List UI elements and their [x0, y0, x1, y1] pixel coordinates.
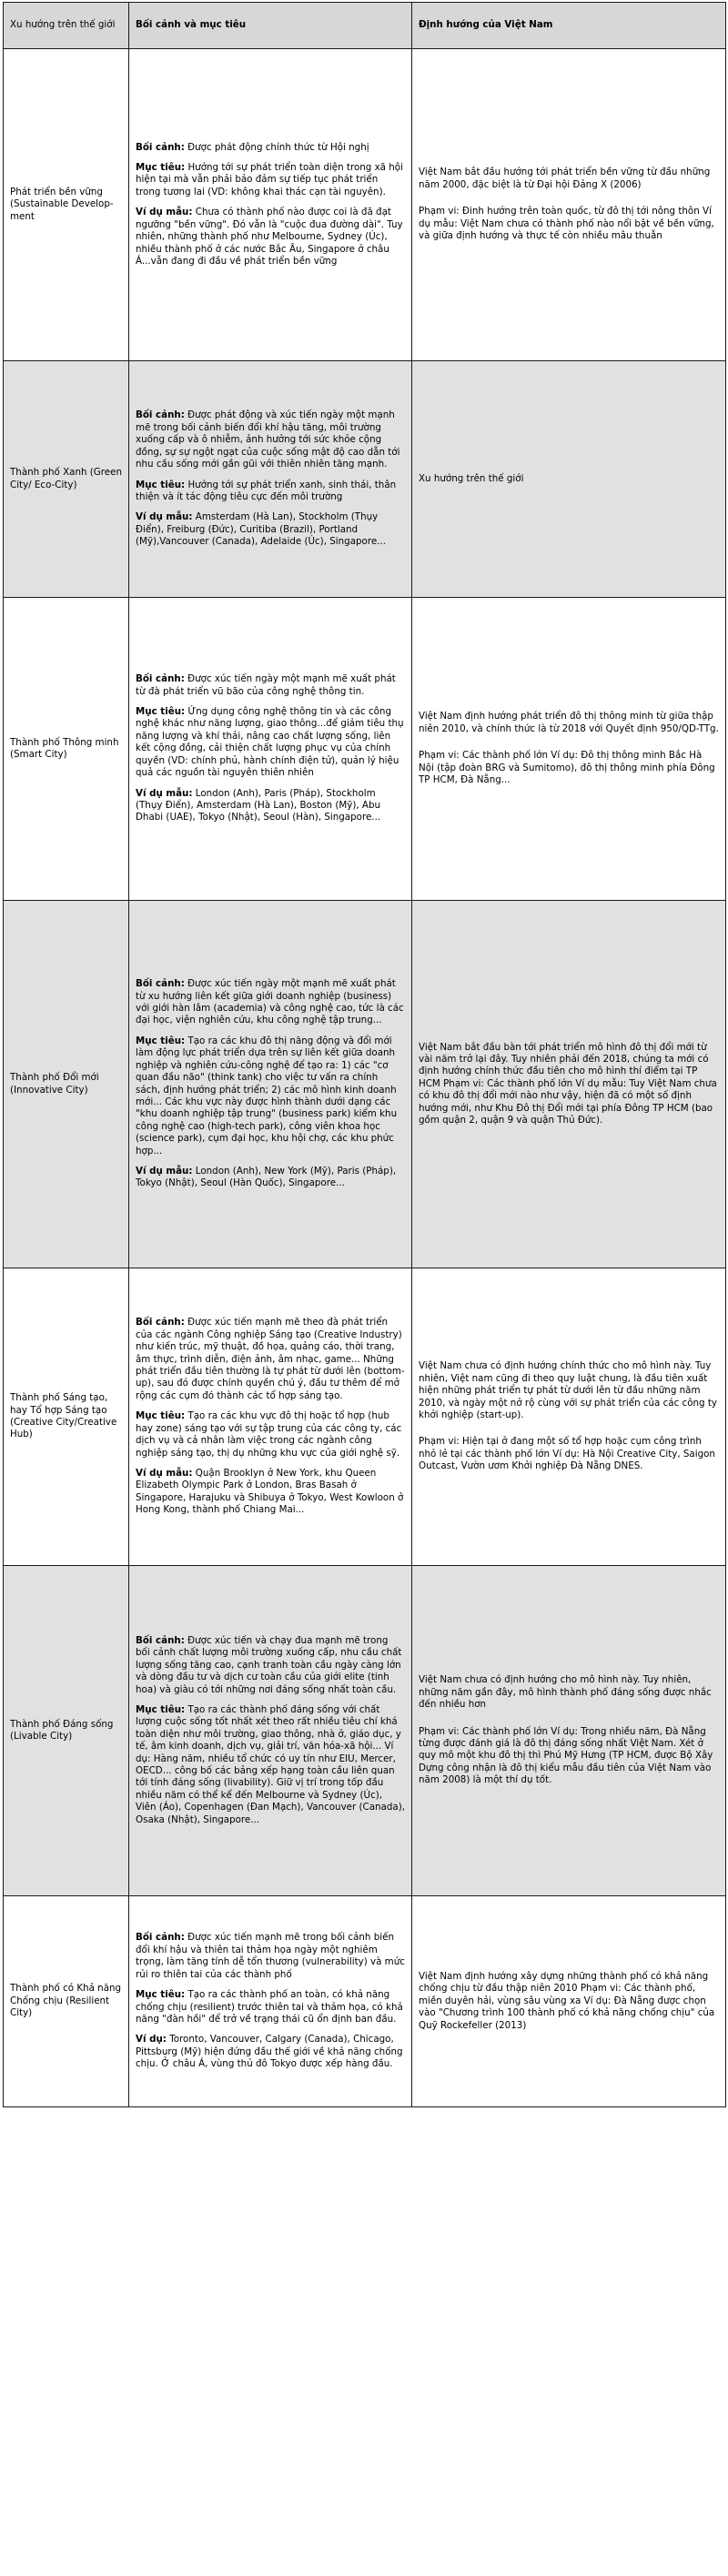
- trend-cell: Thành phố Thông minh (Smart City): [4, 598, 129, 901]
- context-cell: [129, 901, 412, 1268]
- table-row: [4, 901, 726, 1268]
- context-text: Quận Brooklyn ở New York, khu Queen Elizabeth Olympic Park ở London, Bras Basah ở Singapore, Harajuku và Shibuya ở Tokyo, West Kowloon ở Hong Kong, thành phố Chiang Mai...: [136, 1467, 404, 1516]
- context-text: Tạo ra các khu vực đô thị hoặc tổ hợp (hub hay zone) sáng tạo với sự tập trung của các công ty, các dịch vụ và cả nhân làm việc trong các ngành công nghiệp sáng tạo, thị dụ những khu vực của giới nghệ sỹ.: [136, 1410, 402, 1459]
- trends-table: [3, 2, 726, 2107]
- context-paragraph: [136, 1932, 405, 1981]
- context-label: Bối cảnh:: [136, 673, 185, 685]
- trend-cell: Thành phố Đổi mới (Innovative City): [4, 901, 129, 1268]
- table-row: [4, 598, 726, 901]
- context-text: Được phát động chính thức từ Hội nghị: [187, 141, 369, 153]
- context-label: Ví dụ mẫu:: [136, 787, 193, 799]
- vietnam-paragraph: Xu hướng trên thế giới: [419, 472, 524, 484]
- context-label: Mục tiêu:: [136, 162, 186, 174]
- context-text: Được phát động và xúc tiến ngày một mạnh mẽ trong bối cảnh biến đổi khí hậu tăng, môi trường xuống cấp và ô nhiễm, ảnh hưởng tới sức khỏe cộng đồng, sự sự ngột ngạt của cuộc sống mật độ cao dẫn tới nhu cầu sống mới gần gũi với thiên nhiên tăng mạnh.: [136, 409, 400, 470]
- context-label: Ví dụ:: [136, 2034, 167, 2046]
- vietnam-paragraph: Phạm vi: Hiện tại ở đang một số tổ hợp hoặc cụm công trình nhỏ lẻ tại các thành phố lớn Ví dụ: Hà Nội Creative City, Saigon Outcast, Vườn ươm Khởi nghiệp Đà Nẵng DNES.: [419, 1436, 715, 1472]
- paragraph-gap: [419, 1421, 719, 1436]
- context-paragraph: [136, 1635, 405, 1696]
- vietnam-paragraph: Việt Nam bắt đầu bàn tới phát triển mô hình đô thị đổi mới từ vài năm trở lại đây. Tuy nhiên phải đến 2018, chúng ta mới có định hướng chính thức đầu tiên cho mô hình thí điểm tại TP HCM Phạm vi: Các thành phố lớn Ví dụ mẫu: Tuy Việt Nam chưa có khu đô thị đổi mới nào như vậy, hiện đã có một số định hướng mới, như Khu Đô thị Đổi mới tại phía Đông TP HCM (bao gồm quận 2, quận 9 và quận Thủ Đức).: [419, 1041, 717, 1126]
- context-paragraph: [136, 706, 405, 779]
- context-label: Mục tiêu:: [136, 1410, 186, 1422]
- context-paragraph: [136, 1704, 405, 1826]
- context-label: Mục tiêu:: [136, 1703, 186, 1715]
- context-paragraph: [136, 978, 405, 1027]
- context-cell: [129, 598, 412, 901]
- vietnam-cell: [412, 361, 726, 598]
- table-body: [4, 49, 726, 2107]
- context-paragraph: [136, 673, 405, 698]
- context-label: Ví dụ mẫu:: [136, 511, 193, 523]
- context-label: Bối cảnh:: [136, 1317, 185, 1328]
- context-paragraph: [136, 1166, 405, 1190]
- vietnam-paragraph: Việt Nam chưa có định hướng chính thức cho mô hình này. Tuy nhiên, Việt nam cũng đi theo quy luật chung, là đầu tiên xuất hiện những phát triển tự phát từ dưới lên từ đầu những năm 2010, và ngày một nở rộ cùng với sự phát triển của các công ty khởi nghiệp (start-up).: [419, 1360, 717, 1420]
- context-text: Amsterdam (Hà Lan), Stockholm (Thụy Điển), Freiburg (Đức), Curitiba (Brazil), Portland (Mỹ),Vancouver (Canada), Adelaide (Úc), Singapore...: [136, 511, 387, 548]
- trend-cell: Thành phố có Khả năng Chống chịu (Resilient City): [4, 1896, 129, 2107]
- context-text: Hướng tới sự phát triển toàn diện trong xã hội hiện tại mà vẫn phải bảo đảm sự tiếp tục phát triển trong tương lai (VD: không khai thác cạn tài nguyên).: [136, 162, 403, 197]
- context-paragraph: [136, 1317, 405, 1402]
- vietnam-cell: [412, 1268, 726, 1566]
- context-text: Chưa có thành phố nào được coi là đã đạt ngưỡng "bền vững". Đó vẫn là "cuộc đua đường dài". Tuy nhiên, những thành phố như Melbourne, Sydney (Úc), nhiều thành phố ở các nước Bắc Âu, Singapore ở châu Á...vẫn đang đi đầu về phát triển bền vững: [136, 207, 403, 267]
- context-text: London (Anh), New York (Mỹ), Paris (Pháp), Tokyo (Nhật), Seoul (Hàn Quốc), Singapore...: [136, 1165, 397, 1189]
- context-text: Tạo ra các thành phố đáng sống với chất lượng cuộc sống tốt nhất xét theo rất nhiều tiêu chí khá toàn diện như môi trường, giao thông, nhà ở, giáo dục, y tế, âm kinh doanh, dịch vụ, giải trí, văn hóa-xã hội... Ví dụ: Hàng năm, nhiều tổ chức có uy tín như EIU, Mercer, OECD... công bố các bảng xếp hạng toàn cầu liên quan tới tính đáng sống (livability). Giữ vị trí trong tốp đầu nhiều năm có thể kể đến Melbourne và Sydney (Úc), Viên (Áo), Copenhagen (Đan Mạch), Vancouver (Canada), Osaka (Nhật), Singapore...: [136, 1703, 405, 1825]
- context-cell: [129, 1566, 412, 1896]
- context-label: Ví dụ mẫu:: [136, 1467, 193, 1479]
- trend-cell: Thành phố Sáng tạo, hay Tổ hợp Sáng tạo (Creative City/Creative Hub): [4, 1268, 129, 1566]
- context-label: Mục tiêu:: [136, 1989, 186, 2001]
- header-trend: Xu hướng trên thế giới: [4, 3, 129, 49]
- context-paragraph: [136, 788, 405, 824]
- context-label: Bối cảnh:: [136, 141, 185, 153]
- vietnam-cell: [412, 901, 726, 1268]
- context-label: Mục tiêu:: [136, 706, 186, 718]
- vietnam-paragraph: Phạm vi: Các thành phố lớn Ví dụ: Đô thị thông minh Bắc Hà Nội (tập đoàn BRG và Sumitomo), đô thị thông minh phía Đông TP HCM, Đà Nẵng...: [419, 750, 715, 786]
- context-text: Được xúc tiến mạnh mẽ trong bối cảnh biến đổi khí hậu và thiên tai thảm họa ngày một nghiêm trọng, làm tăng tính dễ tổn thương (vulnerability) và mức rủi ro thiên tai của các thành phố: [136, 1932, 405, 1980]
- context-paragraph: [136, 480, 405, 504]
- trend-cell: Thành phố Đáng sống (Livable City): [4, 1566, 129, 1896]
- table-row: [4, 1268, 726, 1566]
- context-paragraph: [136, 142, 405, 154]
- vietnam-paragraph: Phạm vi: Các thành phố lớn Ví dụ: Trong nhiều năm, Đà Nẵng từng được đánh giá là đô thị đáng sống nhất Việt Nam. Xét ở quy mô một khu đô thị thì Phú Mỹ Hưng (TP HCM, được Bộ Xây Dựng công nhận là đô thị kiểu mẫu đầu tiên của Việt Nam vào năm 2008) là một thí dụ tốt.: [419, 1725, 713, 1786]
- context-text: Tạo ra các khu đô thị năng động và đổi mới làm động lực phát triển dựa trên sự liên kết giữa doanh nghiệp và nghiên cứu-công nghệ để tạo ra: 1) các "cơ quan đầu não" (think tank) cho việc tư vấn ra chính sách, định hướng phát triển; 2) các mô hình kinh doanh mới... Các khu vực này được hình thành dưới dạng các "khu doanh nghiệp tập trung" (business park) kiểm khu công nghệ cao (high-tech park), công viên khoa học (science park), cụm đại học, khu hội chợ, các khu phức hợp...: [136, 1035, 398, 1157]
- context-paragraph: [136, 511, 405, 548]
- trend-cell: Thành phố Xanh (Green City/ Eco-City): [4, 361, 129, 598]
- header-context: Bối cảnh và mục tiêu: [129, 3, 412, 49]
- vietnam-cell: [412, 49, 726, 361]
- context-cell: [129, 1896, 412, 2107]
- vietnam-paragraph: Phạm vi: Đinh hướng trên toàn quốc, từ đô thị tới nông thôn Ví dụ mẫu: Việt Nam chưa có thành phố nào nổi bật về bền vững, và giữa định hướng và thực tế còn nhiều mâu thuẫn: [419, 206, 714, 242]
- context-label: Bối cảnh:: [136, 978, 185, 990]
- context-text: Được xúc tiến ngày một mạnh mẽ xuất phát từ đà phát triển vũ bão của công nghệ thông tin.: [136, 673, 396, 697]
- paragraph-gap: [419, 735, 719, 750]
- context-paragraph: [136, 409, 405, 470]
- paragraph-gap: [419, 1712, 719, 1726]
- context-paragraph: [136, 1035, 405, 1157]
- context-cell: [129, 49, 412, 361]
- header-vietnam: Định hướng của Việt Nam: [412, 3, 726, 49]
- vietnam-paragraph: Việt Nam chưa có định hướng cho mô hình này. Tuy nhiên, những năm gần đây, mô hình thành phố đáng sống được nhắc đến nhiều hơn: [419, 1674, 712, 1711]
- context-text: Được xúc tiến mạnh mẽ theo đà phát triển của các ngành Công nghiệp Sáng tạo (Creative Industry) như kiến trúc, mỹ thuật, đồ họa, quảng cáo, thời trang, âm thực, trình diễn, điện ảnh, âm nhạc, game... Những phát triển đầu tiên thường là tự phát từ dưới lên (bottom-up), sau đó được chính quyền chú ý, đầu tư thêm để mở rộng các cụm đó thành các tổ hợp sáng tạo.: [136, 1317, 405, 1401]
- table-row: [4, 49, 726, 361]
- vietnam-paragraph: Việt Nam định hướng xây dựng những thành phố có khả năng chống chịu từ đầu thập niên 2010 Phạm vi: Các thành phố, miền duyên hải, vùng sâu vùng xa Ví dụ: Đà Nẵng được chọn vào "Chương trình 100 thành phố có khả năng chống chịu" của Quỹ Rockefeller (2013): [419, 1970, 715, 2031]
- table-header-row: [4, 3, 726, 49]
- context-text: Được xúc tiến và chạy đua mạnh mẽ trong bối cảnh chất lượng môi trường xuống cấp, nhu cầu chất lượng sống tăng cao, cạnh tranh toàn cầu ngày càng lớn và dòng đầu tư và dịch cư toàn cầu của giới elite (tinh hoa) và giàu có tới những nơi đáng sống nhất toàn cầu.: [136, 1634, 402, 1695]
- table-row: [4, 1896, 726, 2107]
- vietnam-cell: [412, 1566, 726, 1896]
- context-paragraph: [136, 1410, 405, 1460]
- context-paragraph: [136, 1468, 405, 1517]
- context-paragraph: [136, 1989, 405, 2025]
- context-label: Mục tiêu:: [136, 479, 186, 490]
- table-row: [4, 361, 726, 598]
- context-paragraph: [136, 162, 405, 198]
- context-label: Ví dụ mẫu:: [136, 207, 193, 218]
- context-label: Bối cảnh:: [136, 1932, 185, 1944]
- paragraph-gap: [419, 191, 719, 206]
- context-cell: [129, 1268, 412, 1566]
- trend-cell: Phát triển bền vững (Sustainable Develop-ment: [4, 49, 129, 361]
- context-text: Ứng dụng công nghệ thông tin và các công nghệ khác như năng lượng, giao thông...để giảm tiêu thụ năng lượng và khí thải, nâng cao chất lượng sống, liên kết cộng đồng, cải thiện chất lượng phục vụ của chính quyền (VD: chính phủ, hành chính điện tử), quản lý hiệu quả các nguồn tài nguyên thiên nhiên: [136, 706, 404, 779]
- vietnam-cell: [412, 598, 726, 901]
- table-row: [4, 1566, 726, 1896]
- context-label: Bối cảnh:: [136, 409, 185, 421]
- context-paragraph: [136, 2034, 405, 2070]
- context-text: Được xúc tiến ngày một mạnh mẽ xuất phát từ xu hướng liên kết giữa giới doanh nghiệp (business) với giới hàn lâm (academia) và công nghệ cao, tức là các đại học, viện nghiên cứu, khu công nghệ tập trung...: [136, 978, 404, 1026]
- context-text: Toronto, Vancouver, Calgary (Canada), Chicago, Pittsburg (Mỹ) hiện đứng đầu thế giới về khả năng chống chịu. Ở châu Á, vùng thủ đô Tokyo được xếp hàng đầu.: [136, 2034, 403, 2070]
- context-paragraph: [136, 207, 405, 268]
- vietnam-paragraph: Việt Nam định hướng phát triển đô thị thông minh từ giữa thập niên 2010, và chính thức là từ 2018 với Quyết định 950/QD-TTg.: [419, 711, 719, 734]
- context-text: Hướng tới sự phát triển xanh, sinh thái, thân thiện và ít tác động tiêu cực đến môi trường: [136, 479, 397, 502]
- context-label: Mục tiêu:: [136, 1035, 186, 1046]
- context-text: Tạo ra các thành phố an toàn, có khả năng chống chịu (resilient) trước thiên tai và thảm họa, có khả năng "đàn hồi" để trở về trạng thái cũ ổn định ban đầu.: [136, 1989, 403, 2025]
- vietnam-paragraph: Việt Nam bắt đầu hướng tới phát triển bền vững từ đầu những năm 2000, đặc biệt là từ Đại hội Đảng X (2006): [419, 167, 711, 190]
- context-label: Ví dụ mẫu:: [136, 1165, 193, 1177]
- context-text: London (Anh), Paris (Pháp), Stockholm (Thụy Điển), Amsterdam (Hà Lan), Boston (Mỹ), Abu Dhabi (UAE), Tokyo (Nhật), Seoul (Hàn), Singapore...: [136, 787, 381, 823]
- vietnam-cell: [412, 1896, 726, 2107]
- context-cell: [129, 361, 412, 598]
- context-label: Bối cảnh:: [136, 1634, 185, 1646]
